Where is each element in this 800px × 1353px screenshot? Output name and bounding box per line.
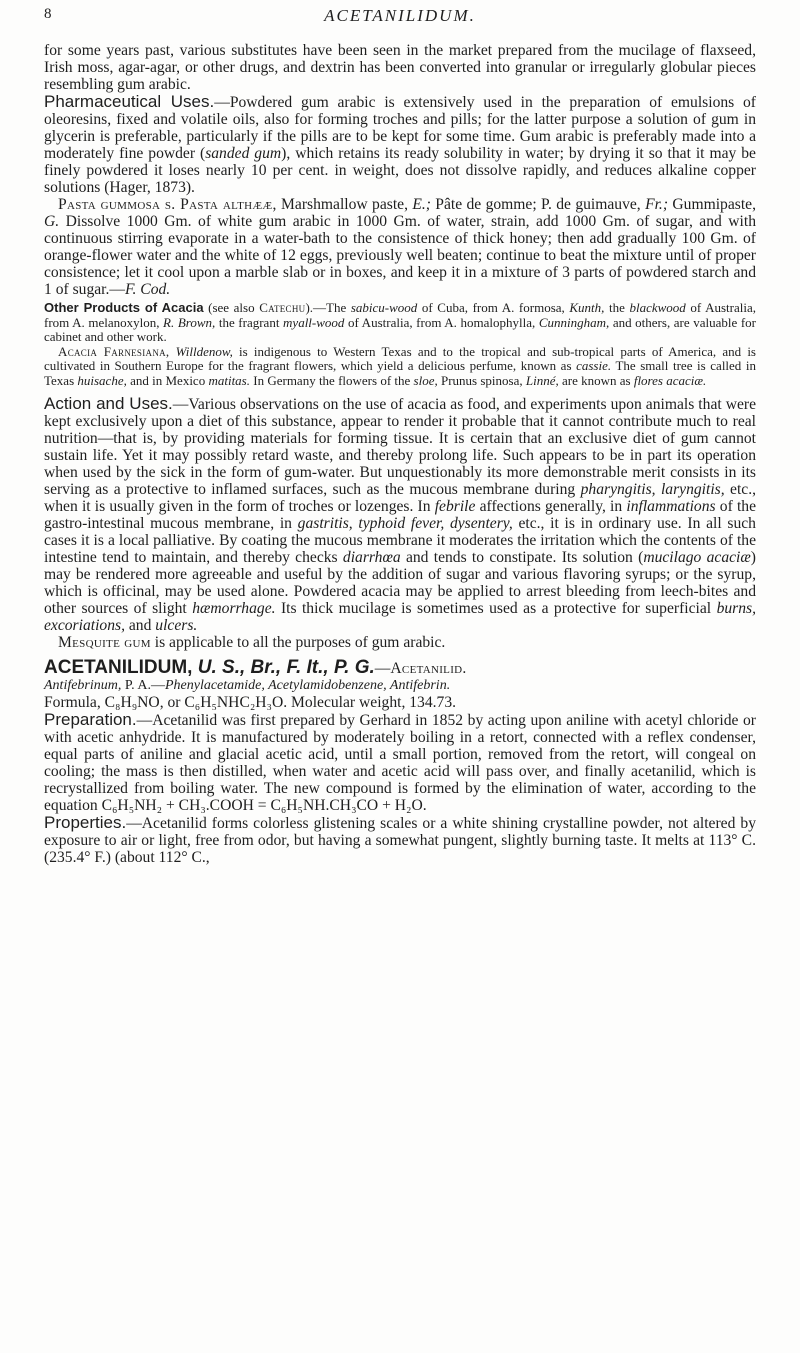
italic-term: burns, excoriations,	[44, 599, 756, 634]
synonym-list: Phenylacetamide, Acetylamidobenzene, Antifebrin.	[164, 677, 451, 693]
italic-term: sloe,	[413, 372, 438, 388]
language-marker: Fr.;	[645, 196, 669, 213]
italic-term: hæmorrhage.	[192, 599, 276, 617]
text-run: ).—The	[305, 300, 351, 315]
acacia-farnesiana-paragraph	[44, 345, 756, 389]
page-header	[44, 6, 756, 28]
italic-term: myall-wood	[283, 314, 345, 330]
text-run: Marshmallow paste,	[276, 196, 413, 213]
acacia-substitutes-paragraph	[44, 42, 756, 93]
text-run: and	[124, 616, 156, 634]
text-run: The small tree is called in Texas	[44, 358, 756, 388]
text-run: ), which retains its ready solubility in water; by drying it so that it may be finely powdered it loses nearly 10 per cent. in weight, does not dissolve rapidly, and reduces alkaline copper solutions (Hager, 1873).	[44, 145, 756, 196]
italic-term: Cunningham,	[538, 314, 610, 330]
text-run: Its thick mucilage is sometimes used as a protective for superficial	[275, 599, 717, 617]
synonym: Antifebrinum,	[44, 677, 122, 693]
italic-term: Kunth,	[569, 300, 605, 315]
text-run: ) may be rendered more agreeable and useful by the addition of sugar and various flavoring syrups; or the syrup, which is officinal, may be used alone. Powdered acacia may be applied to arrest bleeding from leech-bites and other sources of slight	[44, 548, 756, 617]
monograph-title-line	[44, 656, 756, 678]
text-run: affections generally, in	[475, 497, 627, 515]
synonyms-line	[44, 677, 756, 694]
italic-term: flores acaciæ.	[633, 372, 707, 388]
text-run: is applicable to all the purposes of gum arabic.	[150, 633, 446, 651]
text-run: Prunus spinosa,	[437, 372, 526, 388]
italic-term: sanded gum	[205, 145, 282, 162]
paragraph-text: for some years past, various substitutes have been seen in the market prepared from the mucilage of flaxseed, Irish moss, agar-agar, or other drugs, and dextrin has been converted into granular or irregularly globular pieces resembling gum arabic.	[44, 42, 756, 93]
italic-term: diarrhœa	[342, 548, 401, 566]
text-run: is indigenous to Western Texas and to the tropical and sub-tropical parts of America, and is cultivated in Southern Europe for the fragrant flowers, which yield a delicious perfume, known as	[44, 343, 756, 374]
text-run: the fragrant	[215, 314, 284, 330]
text-run: etc., it is in ordinary use. In all such cases it is a local palliative. By coating the mucous membrane it moderates the irritation which the contents of the intestine tend to maintain, and thereby checks	[44, 514, 756, 566]
section-heading-properties: Properties.	[44, 812, 127, 832]
text-run: are known as	[558, 372, 634, 388]
text-run: In Germany the flowers of the	[250, 372, 414, 388]
other-products-paragraph	[44, 301, 756, 345]
text-run: —Acetanilid was first prepared by Gerhard in 1852 by acting upon aniline with acetyl chloride or with acetic anhydride. It is manufactured by moderately boiling in a retort, connected with a reflex condenser, equal parts of aniline and glacial acetic acid, until a small portion, removed from the retort, will congeal on cooling; the mass is then distilled, when water and acetic acid will pass over, and finally acetanilid, which is recrystallized from boiling water. The new compound is formed by the elimination of water, according to the equation C₆H₅NH₂ + CH₃.COOH = C₆H₅NH.CH₃CO + H₂O.	[44, 711, 756, 814]
italic-term: mucilago acaciæ	[643, 548, 751, 566]
cross-reference: Catechu	[259, 300, 306, 315]
text-run: —Powdered gum arabic is extensively used in the preparation of emulsions of oleoresins, fixed and volatile oils, also for forming troches and pills; for the latter purpose a solution of gum in glycerin is preferable, particularly if the pills are to be kept for some time. Gum arabic is preferably made into a moderately fine powder (	[44, 94, 756, 162]
italic-term: sabicu-wood	[350, 300, 418, 315]
text-run: P. A.—	[121, 677, 165, 693]
text-run: Gummipaste,	[668, 196, 756, 213]
properties-paragraph	[44, 814, 756, 866]
reference: F. Cod.	[125, 281, 171, 298]
text-run: Dissolve 1000 Gm. of white gum arabic in 1000 Gm. of water, strain, add 1000 Gm. of sugar, and with continuous stirring evaporate in a water-bath to the consistence of thick honey; then add gradually 100 Gm. of orange-flower water and the white of 12 eggs, previously well beaten; continue to beat the mixture until of proper consistence; let it cool upon a marble slab or in boxes, and keep it in a mixture of 3 parts of powdered starch and 1 of sugar.—	[44, 213, 756, 298]
italic-term: huisache,	[77, 372, 127, 388]
italic-term: Willdenow,	[169, 343, 233, 359]
pharmaceutical-uses-paragraph	[44, 93, 756, 196]
text-run: etc., when it is usually given in the form of troches or lozenges. In	[44, 480, 757, 515]
text-run: Pâte de gomme; P. de guimauve,	[430, 196, 646, 213]
italic-term: pharyngitis, laryngitis,	[580, 480, 725, 498]
page-body	[44, 42, 756, 866]
section-heading-preparation: Preparation.	[44, 709, 137, 729]
text-run: the	[604, 300, 630, 315]
section-heading-action-and-uses: Action and Uses.	[44, 393, 173, 413]
pasta-gummosa-paragraph	[44, 196, 756, 298]
pharmacopoeia-list: U. S., Br., F. It., P. G.	[192, 656, 375, 678]
text-run: of the gastro-intestinal mucous membrane, in	[44, 497, 756, 532]
preparation-paragraph	[44, 711, 756, 814]
formula-line: Formula, C₈H₉NO, or C₆H₅NHC₂H₃O. Molecular weight, 134.73.	[44, 693, 457, 711]
text-run: of Australia, from A. homalophylla,	[344, 314, 539, 330]
preparation-name: Pasta gummosa s. Pasta althææ,	[58, 196, 277, 213]
dash: —	[374, 659, 391, 677]
italic-term: inflammations	[626, 497, 716, 515]
italic-term: blackwood	[629, 300, 686, 315]
text-run: and in Mexico	[126, 372, 209, 388]
italic-term: febrile	[434, 497, 476, 515]
text-run: of Cuba, from A. formosa,	[417, 300, 570, 315]
section-heading-other-products: Other Products of Acacia	[44, 300, 204, 315]
italic-term: ulcers.	[155, 616, 198, 634]
monograph-title: ACETANILIDUM,	[44, 656, 193, 678]
page-number: 8	[44, 6, 52, 22]
language-marker: E.;	[412, 196, 431, 213]
term: Mesquite gum	[58, 633, 151, 651]
italic-term: R. Brown,	[163, 314, 216, 330]
text-run: (see also	[203, 300, 260, 315]
species-name: Acacia Farnesiana,	[58, 343, 170, 359]
italic-term: cassie.	[576, 358, 612, 374]
text-run: and others, are valuable for cabinet and other work.	[44, 314, 756, 345]
running-head: ACETANILIDUM.	[324, 6, 476, 25]
section-heading-pharmaceutical-uses: Pharmaceutical Uses.	[44, 92, 215, 111]
text-run: —Various observations on the use of acacia as food, and experiments upon animals that were kept exclusively upon a diet of this substance, appear to render it probable that it cannot contribute much to real nutrition—that is, by providing materials for forming tissue. It is certain that an exclusive diet of gum cannot sustain life. Yet it may possibly retard waste, and thereby prolong life. Such appears to be in part its operation when used by the sick in the form of gum-water. But unquestionably its more demonstrable merit consists in its serving as a protective to inflamed surfaces, such as the mucous membrane during	[44, 395, 757, 498]
text-run: and tends to constipate. Its solution (	[400, 548, 644, 566]
italic-term: matitas.	[208, 372, 250, 388]
text-run: of Australia, from A. melanoxylon,	[44, 300, 756, 330]
italic-term: Linné,	[525, 372, 559, 388]
action-and-uses-paragraph	[44, 395, 756, 634]
mesquite-gum-paragraph	[44, 634, 756, 651]
italic-term: gastritis, typhoid fever, dysentery,	[297, 514, 513, 532]
language-marker: G.	[44, 213, 60, 230]
text-run: —Acetanilid forms colorless glistening scales or a white shining crystalline powder, not altered by exposure to air or light, free from odor, but having a somewhat pungent, slightly burning taste. It melts at 113° C. (235.4° F.) (about 112° C.,	[44, 814, 756, 866]
monograph-common-name: Acetanilid.	[390, 659, 467, 677]
